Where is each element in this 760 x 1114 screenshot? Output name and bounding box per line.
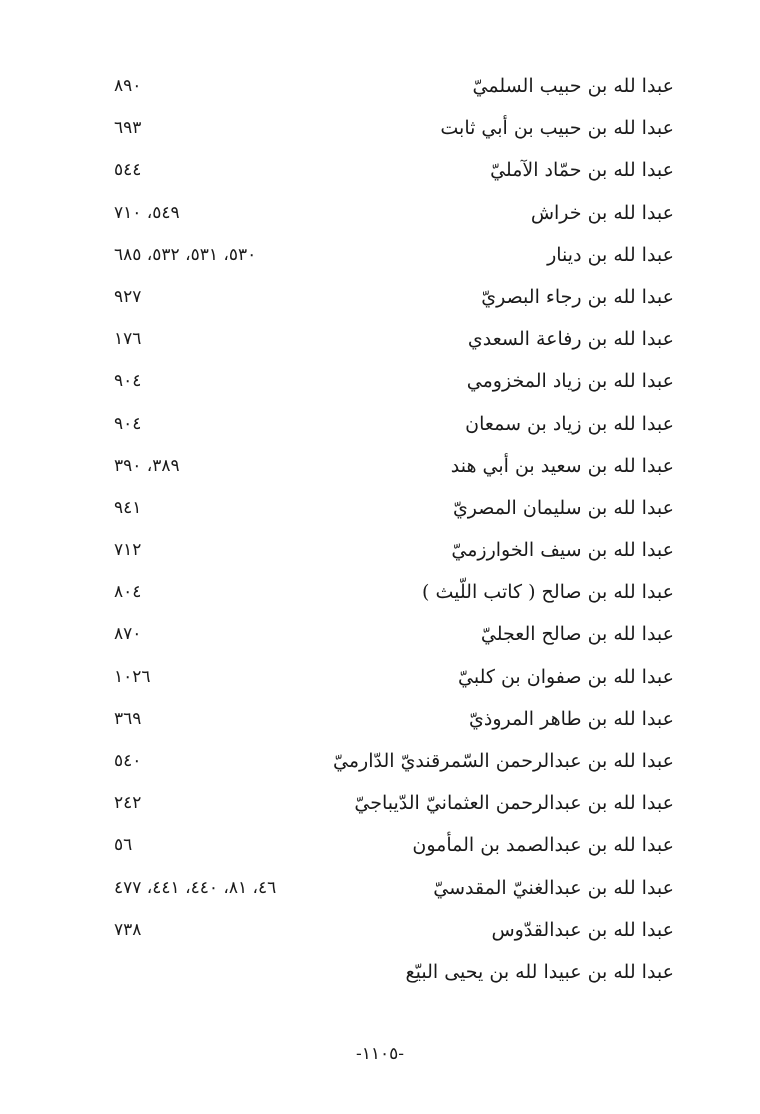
- entry-pages: ٥٦: [114, 835, 133, 856]
- entry-pages: ١٠٢٦: [114, 666, 151, 687]
- entry-name: عبدا لله بن عبدالصمد بن المأمون: [412, 834, 674, 857]
- index-entry: [0, 785, 760, 827]
- index-entry: [0, 659, 760, 701]
- entry-name: عبدا لله بن سعيد بن أبي هند: [450, 454, 674, 477]
- entry-pages: ٤٦، ٨١، ٤٤٠، ٤٤١، ٤٧٧: [114, 877, 277, 898]
- entry-pages: ٧٣٨: [114, 919, 142, 940]
- index-entry: [0, 237, 760, 279]
- entry-name: عبدا لله بن عبدالرحمن السّمرقنديّ الدّارميّ: [333, 750, 674, 772]
- entry-pages: ١٧٦: [114, 329, 142, 350]
- entry-name: عبدا لله بن عبدالغنيّ المقدسيّ: [433, 876, 674, 899]
- page-number: -١١٠٥-: [355, 1044, 405, 1064]
- entry-pages: ٩٢٧: [114, 286, 142, 307]
- index-entry: [0, 363, 760, 405]
- entry-pages: ٩٠٤: [114, 371, 142, 392]
- index-entry: [0, 406, 760, 448]
- entry-name: عبدا لله بن زياد المخزومي: [466, 370, 674, 393]
- entry-name: عبدا لله بن صالح ( كاتب اللّيث ): [422, 581, 674, 604]
- entry-pages: ٦٩٣: [114, 118, 142, 139]
- entry-name: عبدا لله بن صالح العجليّ: [480, 623, 674, 646]
- entry-name: عبدا لله بن رفاعة السعدي: [467, 328, 674, 351]
- index-entry: [0, 532, 760, 574]
- entry-name: عبدا لله بن حبيب السلميّ: [472, 75, 674, 97]
- index-entry: [0, 279, 760, 321]
- index-entry: [0, 616, 760, 658]
- entry-pages: ٥٤٤: [114, 160, 142, 181]
- index-entry: [0, 68, 760, 110]
- entry-pages: ٣٦٩: [114, 708, 142, 729]
- index-entry: [0, 870, 760, 912]
- entry-name: عبدا لله بن خراش: [530, 201, 674, 224]
- entry-name: عبدا لله بن رجاء البصريّ: [481, 285, 674, 308]
- entry-pages: ٣٨٩، ٣٩٠: [114, 455, 180, 476]
- index-list: [0, 68, 760, 996]
- entry-pages: ٢٤٢: [114, 793, 142, 814]
- index-entry: [0, 152, 760, 194]
- entry-name: عبدا لله بن سليمان المصريّ: [452, 496, 674, 519]
- index-entry: [0, 574, 760, 616]
- index-entry: [0, 110, 760, 152]
- index-entry: [0, 195, 760, 237]
- entry-pages: ٨٩٠: [114, 76, 142, 96]
- entry-name: عبدا لله بن سيف الخوارزميّ: [451, 539, 674, 562]
- index-entry: [0, 701, 760, 743]
- entry-name: عبدا لله بن زياد بن سمعان: [465, 412, 674, 435]
- entry-pages: ٨٠٤: [114, 582, 142, 603]
- entry-pages: ٥٤٠: [114, 751, 142, 771]
- entry-pages: ٩٠٤: [114, 413, 142, 434]
- index-entry: [0, 743, 760, 785]
- entry-name: عبدا لله بن حبيب بن أبي ثابت: [440, 117, 674, 140]
- entry-pages: ٨٧٠: [114, 624, 142, 645]
- entry-name: عبدا لله بن عبدالرحمن العثمانيّ الدّيباجيّ: [354, 792, 674, 815]
- entry-name: عبدا لله بن طاهر المروذيّ: [469, 707, 674, 730]
- index-entry: [0, 912, 760, 954]
- index-entry: [0, 448, 760, 490]
- entry-pages: ٧١٢: [114, 540, 142, 561]
- index-entry: [0, 827, 760, 869]
- entry-pages: ٥٣٠، ٥٣١، ٥٣٢، ٦٨٥: [114, 244, 257, 265]
- entry-name: عبدا لله بن عبيدا لله بن يحيى البيّع: [405, 960, 674, 983]
- entry-name: عبدا لله بن دينار: [547, 243, 674, 266]
- entry-name: عبدا لله بن عبدالقدّوس: [491, 918, 674, 941]
- index-entry: [0, 954, 760, 996]
- entry-pages: ٥٤٩، ٧١٠: [114, 202, 180, 223]
- entry-pages: ٩٤١: [114, 497, 142, 518]
- index-entry: [0, 321, 760, 363]
- entry-name: عبدا لله بن حمّاد الآمليّ: [490, 159, 674, 182]
- index-entry: [0, 490, 760, 532]
- entry-name: عبدا لله بن صفوان بن كلبيّ: [458, 665, 674, 688]
